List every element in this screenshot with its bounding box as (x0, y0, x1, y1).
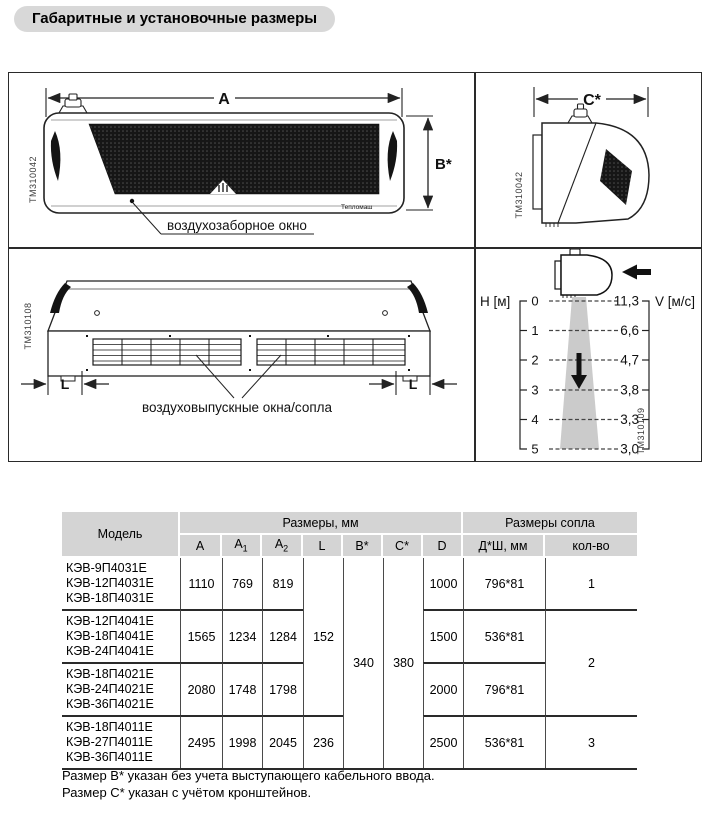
velocity-diagram (476, 249, 700, 460)
svg-text:4,7: 4,7 (620, 352, 639, 368)
col-header-c: C* (383, 535, 423, 558)
cell-a2: 1284 (262, 609, 303, 662)
cell-l-merged: 152 (303, 558, 343, 715)
cell-nozzle: 796*81 (463, 558, 545, 609)
cell-a2: 2045 (262, 715, 303, 768)
svg-text:11,3: 11,3 (613, 293, 639, 309)
footnote-b: Размер В* указан без учета выступающего кабельного ввода. (62, 768, 435, 783)
col-header-model: Модель (62, 512, 180, 558)
inflow-arrow-icon (622, 265, 651, 280)
col-header-d: D (423, 535, 463, 558)
page-title: Габаритные и установочные размеры (14, 6, 335, 32)
cell-a: 2080 (180, 662, 222, 715)
cell-a1: 1234 (222, 609, 262, 662)
svg-text:0: 0 (531, 293, 539, 309)
col-header-a2: $A_2$ (262, 535, 303, 558)
cell-d: 2500 (423, 715, 463, 768)
cell-l: 236 (303, 715, 343, 768)
col-header-count: кол-во (545, 535, 637, 558)
cell-a2: 819 (262, 558, 303, 609)
cell-nozzle: 536*81 (463, 715, 545, 768)
cell-d: 1500 (423, 609, 463, 662)
model-cell: КЭВ-12П4041Е КЭВ-18П4041Е КЭВ-24П4041Е (62, 609, 180, 662)
table-row (62, 558, 637, 609)
svg-text:6,6: 6,6 (620, 323, 639, 338)
cell-a: 2495 (180, 715, 222, 768)
h-axis-bracket (520, 301, 527, 449)
cell-c-merged: 380 (383, 558, 423, 768)
front-view-drawing (9, 73, 473, 246)
air-curtain-mini-icon (555, 249, 612, 298)
h-axis-label: H [м] (480, 294, 511, 309)
mounting-bracket (533, 135, 542, 209)
footnote-c: Размер С* указан с учётом кронштейнов. (62, 784, 312, 800)
outlet-grille-left (93, 339, 241, 365)
side-view-drawing (476, 73, 700, 246)
svg-text:3,0: 3,0 (620, 441, 639, 457)
cell-nozzle: 796*81 (463, 662, 545, 715)
figure-code-velocity: TM310109 (636, 407, 646, 455)
cell-count: 3 (545, 715, 637, 768)
dimension-c (534, 87, 648, 117)
svg-text:3,8: 3,8 (620, 382, 639, 398)
v-axis-label: V [м/с] (655, 294, 696, 309)
air-curtain-front (44, 94, 404, 213)
cell-a: 1565 (180, 609, 222, 662)
drawing-board (8, 72, 702, 462)
col-group-nozzle: Размеры сопла (463, 512, 637, 535)
dim-l-right-label: L (408, 376, 418, 392)
cell-b-merged: 340 (343, 558, 383, 768)
svg-text:4: 4 (531, 412, 539, 427)
col-header-a: A (180, 535, 222, 558)
svg-text:3,3: 3,3 (620, 412, 639, 427)
svg-text:5: 5 (531, 441, 539, 457)
air-curtain-side (533, 104, 649, 227)
cell-d: 2000 (423, 662, 463, 715)
figure-code-bottom: TM310108 (23, 302, 33, 350)
intake-grille (89, 124, 379, 194)
dim-c-label: C* (583, 92, 601, 109)
svg-text:2: 2 (531, 352, 539, 368)
svg-text:3: 3 (531, 382, 539, 398)
cell-nozzle: 536*81 (463, 609, 545, 662)
outlet-callout-label: воздуховыпускные окна/сопла (141, 400, 333, 415)
cell-a1: 1748 (222, 662, 262, 715)
cell-a2: 1798 (262, 662, 303, 715)
cell-count: 1 (545, 558, 637, 609)
dimensions-table (62, 512, 637, 770)
brand-logo-text: Тепломаш (341, 204, 373, 211)
model-cell: КЭВ-9П4031Е КЭВ-12П4031Е КЭВ-18П4031Е (66, 561, 154, 605)
model-cell: КЭВ-18П4021Е КЭВ-24П4021Е КЭВ-36П4021Е (62, 662, 180, 715)
cell-a: 1110 (180, 558, 222, 609)
col-header-nozzle-size: Д*Ш, мм (463, 535, 545, 558)
dimension-b (406, 116, 452, 210)
dim-b-label: B* (435, 156, 452, 173)
intake-callout-label: воздухозаборное окно (167, 218, 307, 233)
col-header-b: B* (343, 535, 383, 558)
bottom-view-drawing (9, 249, 473, 460)
cell-count-merged: 2 (545, 609, 637, 715)
h-tick-values (531, 294, 538, 457)
col-header-l: L (303, 535, 343, 558)
outlet-grille-right (257, 339, 405, 365)
cell-a1: 769 (222, 558, 262, 609)
svg-text:1: 1 (531, 323, 539, 338)
model-cell: КЭВ-18П4011Е КЭВ-27П4011Е КЭВ-36П4011Е (62, 715, 180, 768)
figure-code-front: TM310042 (28, 155, 38, 203)
cell-a1: 1998 (222, 715, 262, 768)
dim-l-left-label: L (60, 376, 70, 392)
col-group-dimensions: Размеры, мм (180, 512, 463, 535)
dim-a-label: A (218, 91, 230, 108)
air-curtain-bottom (48, 281, 430, 381)
footnotes (62, 768, 435, 801)
figure-code-side: TM310042 (514, 171, 524, 219)
col-header-a1: $A_1$ (222, 535, 262, 558)
cell-d: 1000 (423, 558, 463, 609)
